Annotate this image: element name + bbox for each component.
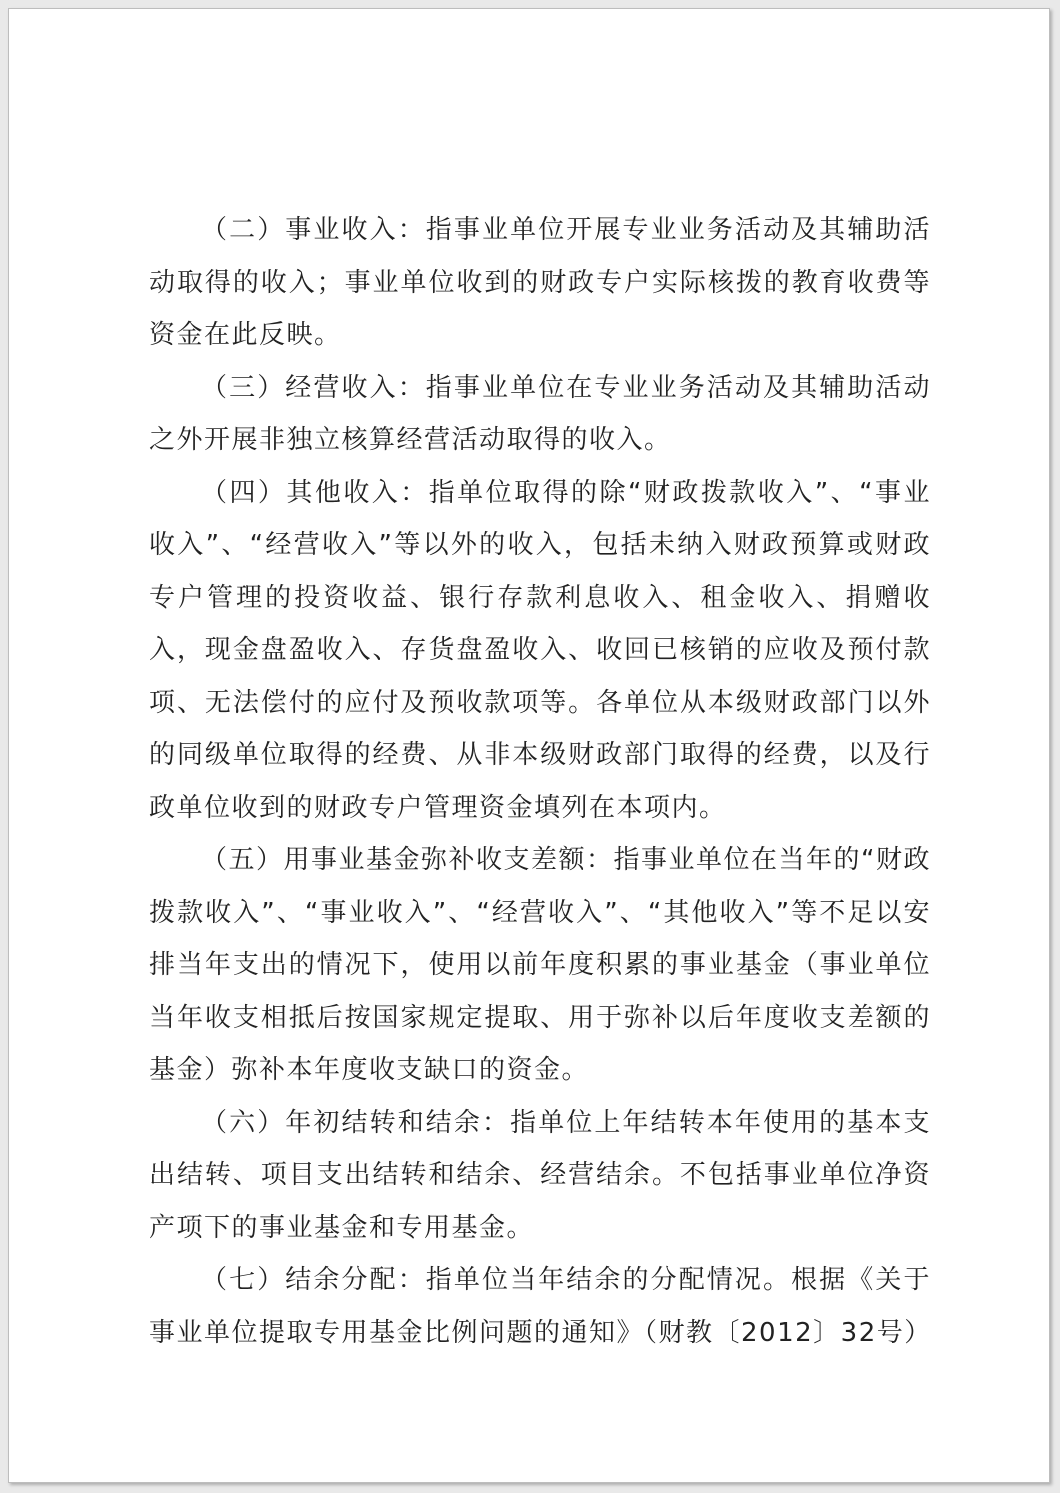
paragraph-other-income: （四）其他收入：指单位取得的除“财政拨款收入”、“事业收入”、“经营收入”等以外的收入，包括未纳入财政预算或财政专户管理的投资收益、银行存款利息收入、租金收入、捐赠收入，现金盘盈收入、存货盘盈收入、收回已核销的应收及预付款项、无法偿付的应付及预收款项等。各单位从本级财政部门以外的同级单位取得的经费、从非本级财政部门取得的经费，以及行政单位收到的财政专户管理资金填列在本项内。 bbox=[149, 477, 931, 823]
paragraph-operating-income: （三）经营收入：指事业单位在专业业务活动及其辅助活动之外开展非独立核算经营活动取得的收入。 bbox=[149, 372, 931, 455]
paragraph-business-fund-offset: （五）用事业基金弥补收支差额：指事业单位在当年的“财政拨款收入”、“事业收入”、“经营收入”、“其他收入”等不足以安排当年支出的情况下，使用以前年度积累的事业基金（事业单位当年收支相抵后按国家规定提取、用于弥补以后年度收支差额的基金）弥补本年度收支缺口的资金。 bbox=[149, 845, 931, 1085]
paragraph-carryover-balance: （六）年初结转和结余：指单位上年结转本年使用的基本支出结转、项目支出结转和结余、经营结余。不包括事业单位净资产项下的事业基金和专用基金。 bbox=[149, 1107, 931, 1243]
document-body bbox=[149, 204, 931, 1359]
paragraph-business-income: （二）事业收入：指事业单位开展专业业务活动及其辅助活动取得的收入；事业单位收到的财政专户实际核拨的教育收费等资金在此反映。 bbox=[149, 215, 931, 350]
paragraph-balance-distribution: （七）结余分配：指单位当年结余的分配情况。根据《关于事业单位提取专用基金比例问题的通知》（财教〔2012〕32号） bbox=[149, 1265, 932, 1348]
document-page bbox=[8, 8, 1050, 1483]
